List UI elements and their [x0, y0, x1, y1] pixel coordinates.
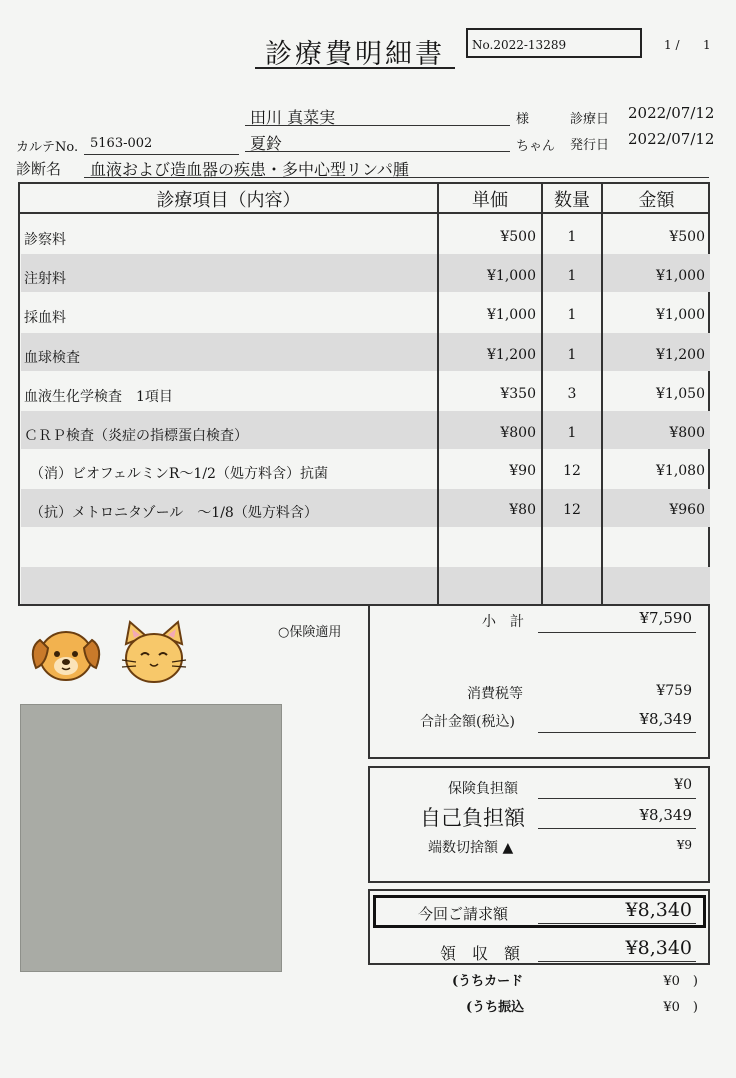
- row-qty: 3: [567, 386, 577, 402]
- insurance-note: ○保険適用: [278, 625, 342, 640]
- row-qty: 1: [567, 347, 577, 363]
- diagnosis-underline: [84, 177, 709, 178]
- transfer-label: (うち振込: [466, 1000, 525, 1015]
- row-amount: ¥500: [669, 229, 705, 245]
- owner-underline: [245, 125, 510, 126]
- card-value: ¥0 ): [663, 974, 698, 989]
- row-qty: 1: [567, 307, 577, 323]
- header-item: 診療項目（内容）: [156, 190, 301, 211]
- col-line-qty: [601, 182, 603, 606]
- row-price: ¥90: [509, 463, 536, 479]
- received-value: ¥8,340: [625, 937, 692, 959]
- row-amount: ¥1,050: [656, 386, 705, 402]
- dog-icon: [26, 618, 106, 688]
- row-price: ¥350: [500, 386, 536, 402]
- subtotal-label: 小 計: [482, 614, 524, 630]
- karte-number: 5163-002: [90, 136, 153, 151]
- table-header-line: [18, 212, 710, 214]
- pet-honorific: ちゃん: [516, 139, 556, 154]
- rounding-label: 端数切捨額 ▲: [428, 840, 514, 856]
- total-label: 合計金額(税込): [420, 714, 515, 730]
- row-price: ¥1,200: [487, 347, 536, 363]
- karte-label: カルテNo.: [16, 140, 79, 155]
- row-qty: 1: [567, 268, 577, 284]
- issue-date-label: 発行日: [570, 138, 610, 153]
- document-number: No.2022-13289: [466, 28, 642, 58]
- row-amount: ¥1,000: [656, 268, 705, 284]
- row-qty: 12: [563, 502, 581, 518]
- row-item: （抗）メトロニタゾール 〜1/8（処方料含）: [30, 505, 318, 521]
- row-item: 採血料: [24, 310, 66, 326]
- row-price: ¥1,000: [487, 307, 536, 323]
- issue-date: 2022/07/12: [628, 130, 715, 148]
- row-item: （消）ビオフェルミンR〜1/2（処方料含）抗菌: [30, 466, 328, 482]
- row-price: ¥500: [500, 229, 536, 245]
- row-item: 血液生化学検査 1項目: [24, 389, 173, 405]
- row-item: 血球検査: [24, 350, 80, 366]
- pet-underline: [245, 151, 510, 152]
- total-value: ¥8,349: [639, 710, 692, 728]
- billing-label: 今回ご請求額: [418, 905, 509, 923]
- document-title: 診療費明細書: [265, 39, 445, 70]
- billing-underline: [538, 923, 696, 924]
- header-price: 単価: [472, 190, 508, 211]
- row-price: ¥1,000: [487, 268, 536, 284]
- diagnosis-value: 血液および造血器の疾患・多中心型リンパ腫: [90, 160, 409, 179]
- row-amount: ¥960: [669, 502, 705, 518]
- tax-label: 消費税等: [467, 686, 523, 702]
- self-pay-underline: [538, 828, 696, 829]
- col-line-item: [437, 182, 439, 606]
- visit-date-label: 診療日: [570, 112, 610, 127]
- page-total: 1: [703, 38, 711, 52]
- total-underline: [538, 732, 696, 733]
- owner-name: 田川 真菜実: [250, 108, 336, 127]
- redacted-area: [20, 704, 282, 972]
- subtotal-underline: [538, 632, 696, 633]
- row-qty: 12: [563, 463, 581, 479]
- row-item: 注射料: [24, 271, 66, 287]
- row-amount: ¥1,200: [656, 347, 705, 363]
- row-price: ¥800: [500, 425, 536, 441]
- card-label: (うちカード: [452, 974, 524, 989]
- insurance-label: 保険負担額: [448, 781, 518, 797]
- owner-honorific: 様: [516, 112, 530, 127]
- received-label: 領 収 額: [440, 944, 521, 963]
- row-qty: 1: [567, 229, 577, 245]
- received-underline: [538, 961, 696, 962]
- row-amount: ¥1,080: [656, 463, 705, 479]
- row-amount: ¥800: [669, 425, 705, 441]
- row-amount: ¥1,000: [656, 307, 705, 323]
- billing-value: ¥8,340: [625, 899, 692, 921]
- rounding-value: ¥9: [676, 838, 692, 852]
- row-item: 診察料: [24, 232, 66, 248]
- insurance-underline: [538, 798, 696, 799]
- karte-underline: [84, 154, 239, 155]
- row-price: ¥80: [509, 502, 536, 518]
- row-band: [21, 567, 710, 604]
- cat-icon: [116, 620, 192, 688]
- self-pay-value: ¥8,349: [639, 806, 692, 824]
- summary-box-1: [368, 604, 710, 759]
- header-amount: 金額: [638, 190, 675, 211]
- pet-name: 夏鈴: [250, 134, 283, 153]
- page-current: 1 /: [664, 38, 680, 52]
- insurance-value: ¥0: [674, 777, 692, 793]
- transfer-value: ¥0 ): [663, 1000, 698, 1015]
- row-qty: 1: [567, 425, 577, 441]
- tax-value: ¥759: [656, 683, 692, 699]
- title-underline: [255, 67, 455, 69]
- row-item: ＣＲＰ検査（炎症の指標蛋白検査）: [24, 428, 248, 444]
- header-qty: 数量: [554, 190, 590, 211]
- diagnosis-label: 診断名: [16, 160, 62, 178]
- subtotal-value: ¥7,590: [639, 609, 692, 627]
- visit-date: 2022/07/12: [628, 104, 715, 122]
- self-pay-label: 自己負担額: [420, 806, 525, 830]
